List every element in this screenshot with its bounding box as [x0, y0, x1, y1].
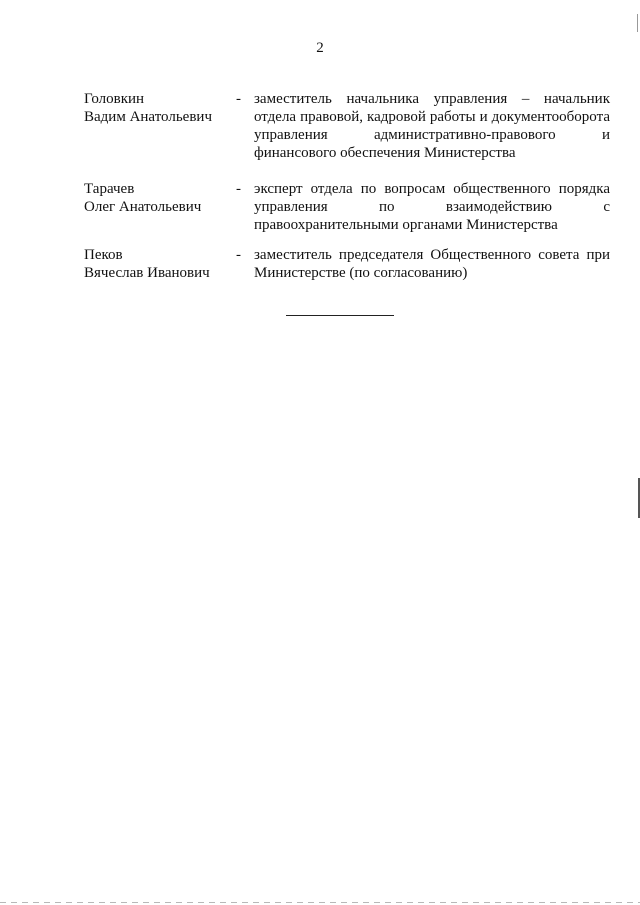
- separator-dash: -: [236, 247, 241, 263]
- person-name: [84, 180, 229, 216]
- person-role: заместитель начальника управления – начальник отдела правовой, кадровой работы и документооборота управления административно-правового и финансового обеспечения Министерства: [254, 91, 610, 161]
- separator-dash: -: [236, 181, 241, 197]
- person-name: [84, 246, 229, 282]
- person-given-names: Олег Анатольевич: [84, 199, 202, 215]
- person-role: эксперт отдела по вопросам общественного порядка управления по взаимодействию с правоохранительными органами Министерства: [254, 181, 610, 233]
- end-of-document-rule: [286, 315, 394, 316]
- scan-artifact: [637, 14, 638, 32]
- person-surname: Головкин: [84, 91, 145, 107]
- person-given-names: Вадим Анатольевич: [84, 109, 212, 125]
- page-number: 2: [316, 40, 324, 56]
- person-name: [84, 90, 229, 126]
- scan-artifact: [0, 902, 640, 903]
- person-surname: Тарачев: [84, 181, 135, 197]
- person-given-names: Вячеслав Иванович: [84, 265, 210, 281]
- person-role: заместитель председателя Общественного совета при Министерстве (по согласованию): [254, 247, 610, 281]
- separator-dash: -: [236, 91, 241, 107]
- person-surname: Пеков: [84, 247, 123, 263]
